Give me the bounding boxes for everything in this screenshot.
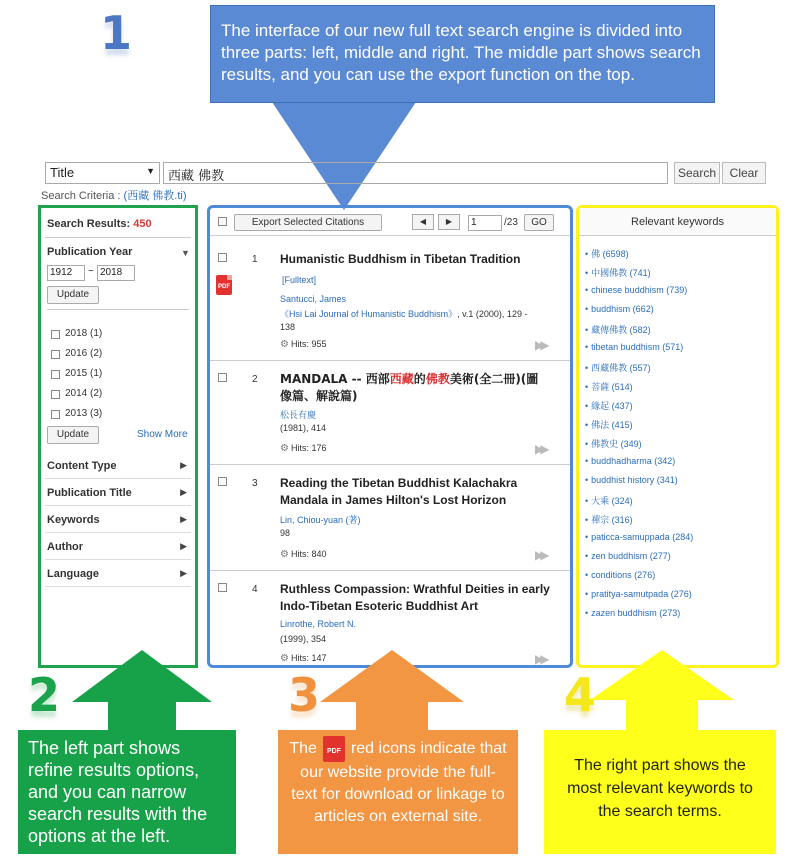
keyword-label: 佛法 (415) [591,420,633,430]
result-meta: (1981), 414 [280,423,327,433]
hits-icon: ⚙ [280,339,289,350]
bullet-icon: • [585,342,589,352]
keyword-item[interactable] [585,418,633,431]
keyword-item[interactable] [585,437,642,450]
facet-label: Publication Title [47,487,132,499]
chevron-right-icon: ▶ [180,460,187,470]
divider [47,309,189,310]
keyword-item[interactable] [585,361,651,374]
bullet-icon: • [585,456,589,466]
result-meta: (1999), 354 [280,634,327,644]
keyword-label: buddhism (662) [591,304,654,314]
result-number: 3 [252,478,258,489]
year-item: 2015 (1) [65,368,103,379]
keyword-label: 西藏佛教 (557) [591,363,651,373]
callout-left-arrow [72,650,212,702]
publication-year-title[interactable]: Publication Year [47,246,133,258]
keyword-item[interactable] [585,380,633,393]
year-from-input[interactable]: 1912 [47,265,85,281]
keywords-panel [576,205,779,668]
keyword-label: 佛 (6598) [591,249,629,259]
bullet-icon: • [585,382,589,392]
keyword-item[interactable] [585,532,693,542]
keyword-label: zen buddhism (277) [591,551,671,561]
bullet-icon: • [585,515,589,525]
year-item: 2016 (2) [65,348,103,359]
keyword-label: 藏傳佛教 (582) [591,325,651,335]
bullet-icon: • [585,439,589,449]
journal-link[interactable]: 《Hsi Lai Journal of Humanistic Buddhism》 [280,309,458,319]
year-checkbox[interactable] [51,330,60,339]
result-hits [280,549,327,560]
facet-content-type[interactable] [45,452,191,479]
keyword-label: 緣起 (437) [591,401,633,411]
results-toolbar [210,208,570,236]
chevron-right-icon: ▶ [180,514,187,524]
step-number-3: 3 [288,668,321,722]
bullet-icon: • [585,420,589,430]
keyword-item[interactable] [585,589,692,599]
chevron-down-icon: ▼ [146,166,155,176]
result-hits [280,339,327,350]
results-panel [207,205,573,668]
bullet-icon: • [585,496,589,506]
search-criteria-value[interactable]: (西藏 佛教.ti) [123,190,187,202]
chevron-right-icon: ▶ [180,541,187,551]
result-title[interactable]: Humanistic Buddhism in Tibetan Tradition [280,252,521,266]
fast-forward-icon[interactable]: ▶▶ [535,548,546,562]
keyword-label: conditions (276) [591,570,656,580]
hits-label: Hits: 176 [290,443,327,453]
fast-forward-icon[interactable]: ▶▶ [535,652,546,666]
divider [45,237,191,238]
facet-publication-title[interactable] [45,479,191,506]
facet-label: Language [47,568,99,580]
result-row [210,361,570,465]
hits-label: Hits: 147 [290,653,327,663]
result-title[interactable]: Reading the Tibetan Buddhist Kalachakra Mandala in James Hilton's Lost Horizon [280,476,518,507]
result-number: 1 [252,254,258,265]
callout-left: The left part shows refine results options, and you can narrow search results with the options at the left. [18,730,236,854]
bullet-icon: • [585,249,589,259]
search-field-value: Title [50,165,75,180]
keyword-label: pratitya-samutpada (276) [591,589,692,599]
result-author[interactable]: Lin, Chiou-yuan (著) [280,515,361,525]
bullet-icon: • [585,363,589,373]
callout-left-arrow-stem [108,701,176,731]
step-number-2: 2 [28,668,61,722]
search-results-count [47,218,152,230]
keyword-label: 佛教史 (349) [591,439,642,449]
facet-keywords[interactable] [45,506,191,533]
keyword-label: buddhadharma (342) [591,456,676,466]
result-checkbox[interactable] [218,373,227,382]
fast-forward-icon[interactable]: ▶▶ [535,442,546,456]
callout-top-arrow [272,102,416,210]
keyword-item[interactable] [585,551,671,561]
year-checkbox[interactable] [51,410,60,419]
result-author[interactable]: 松長有慶 [280,410,317,420]
callout-top: The interface of our new full text search engine is divided into three parts: left, middle and right. The middle part shows search results, and you can use the export function on the top. [210,5,715,103]
search-input[interactable]: 西藏 佛教 [163,162,668,184]
result-hits [280,443,327,454]
callout-right: The right part shows the most relevant keywords to the search terms. [544,730,776,854]
keyword-item[interactable] [585,475,678,485]
chevron-right-icon: ▶ [180,568,187,578]
keyword-label: zazen buddhism (273) [591,608,681,618]
hits-label: Hits: 840 [290,549,327,559]
callout-middle [278,730,518,854]
page-number-input[interactable]: 1 [468,215,502,231]
result-title[interactable]: Ruthless Compassion: Wrathful Deities in early Indo-Tibetan Esoteric Buddhist Art [280,582,550,613]
facet-update-button[interactable]: Update [47,426,99,444]
keyword-item[interactable] [585,608,680,618]
title-highlight: 佛教 [425,372,450,386]
search-button[interactable]: Search [674,162,720,184]
result-meta: 98 [280,528,291,538]
result-checkbox[interactable] [218,583,227,592]
keyword-item[interactable] [585,323,651,336]
search-bar [45,162,767,184]
facet-language[interactable] [45,560,191,587]
bullet-icon: • [585,551,589,561]
pdf-icon: PDF [323,736,345,762]
refine-panel [38,205,198,668]
year-range-separator: ~ [88,266,94,277]
result-row [210,237,570,361]
bullet-icon: • [585,268,589,278]
facet-author[interactable] [45,533,191,560]
results-count-value: 450 [133,218,152,230]
result-number: 2 [252,374,258,385]
facet-label: Author [47,541,84,553]
fulltext-link[interactable]: [Fulltext] [282,275,317,285]
result-checkbox[interactable] [218,253,227,262]
bullet-icon: • [585,325,589,335]
keyword-item[interactable] [585,494,633,507]
year-to-input[interactable]: 2018 [97,265,135,281]
result-meta-rest: , v.1 (2000), 129 - 138 [280,309,528,332]
fast-forward-icon[interactable]: ▶▶ [535,338,546,352]
bullet-icon: • [585,532,589,542]
callout-right-arrow [590,650,734,700]
next-page-icon[interactable]: ▶ [438,214,460,230]
keyword-item[interactable] [585,266,651,279]
bullet-icon: • [585,475,589,485]
callout-middle-prefix: The [289,740,317,758]
relevant-keywords-title: Relevant keywords [579,208,776,236]
prev-page-icon[interactable]: ◀ [412,214,434,230]
result-number: 4 [252,584,258,595]
title-part: MANDALA -- 西部 [280,372,390,386]
callout-middle-arrow-stem [356,701,428,731]
title-part: 美術(全二冊)(圖像篇、解說篇) [280,372,539,403]
keyword-label: 大乘 (324) [591,496,633,506]
hits-label: Hits: 955 [290,339,327,349]
callout-middle-suffix: red icons indicate that our website provide the full-text for download or linkage to articles on external site. [291,740,507,825]
year-item: 2014 (2) [65,388,103,399]
select-all-checkbox[interactable] [218,217,227,226]
result-checkbox[interactable] [218,477,227,486]
keyword-item[interactable] [585,285,687,295]
keyword-item[interactable] [585,399,633,412]
keyword-item[interactable] [585,247,629,260]
year-item: 2013 (3) [65,408,103,419]
year-checkbox[interactable] [51,390,60,399]
result-row [210,465,570,571]
bullet-icon: • [585,401,589,411]
bullet-icon: • [585,285,589,295]
keyword-item[interactable] [585,342,683,352]
export-citations-button[interactable]: Export Selected Citations [234,214,382,231]
bullet-icon: • [585,304,589,314]
bullet-icon: • [585,589,589,599]
hits-icon: ⚙ [280,443,289,454]
year-item: 2018 (1) [65,328,103,339]
keyword-item[interactable] [585,304,654,314]
search-results-label: Search Results: [47,218,131,230]
keyword-label: 禪宗 (316) [591,515,633,525]
search-criteria [41,187,187,203]
keyword-item[interactable] [585,456,675,466]
result-meta [280,308,540,334]
keyword-label: tibetan buddhism (571) [591,342,684,352]
keyword-item[interactable] [585,513,633,526]
facet-label: Keywords [47,514,100,526]
callout-middle-arrow [320,650,464,702]
step-number-4: 4 [564,668,597,722]
bullet-icon: • [585,608,589,618]
year-checkbox[interactable] [51,350,60,359]
result-title[interactable] [280,371,550,405]
search-criteria-label: Search Criteria : [41,190,121,202]
result-author[interactable]: Linrothe, Robert N. [280,619,357,629]
facet-label: Content Type [47,460,117,472]
chevron-down-icon[interactable]: ▼ [181,248,190,258]
keyword-item[interactable] [585,570,655,580]
hits-icon: ⚙ [280,549,289,560]
pdf-icon[interactable]: PDF [216,275,232,295]
go-button[interactable]: GO [524,214,554,231]
page-total: /23 [504,217,518,228]
title-part: 的 [413,372,426,386]
keyword-label: buddhist history (341) [591,475,678,485]
bullet-icon: • [585,570,589,580]
keyword-label: 中國佛教 (741) [591,268,651,278]
result-author[interactable]: Santucci, James [280,294,347,304]
step-number-1: 1 [100,6,133,60]
keyword-label: 菩薩 (514) [591,382,633,392]
callout-right-arrow-stem [626,699,698,731]
clear-button[interactable]: Clear [722,162,766,184]
search-field-select[interactable] [45,162,160,184]
show-more-link[interactable]: Show More [137,429,188,440]
year-update-button[interactable]: Update [47,286,99,304]
keyword-label: paticca-samuppada (284) [591,532,694,542]
keyword-label: chinese buddhism (739) [591,285,688,295]
chevron-right-icon: ▶ [180,487,187,497]
title-highlight: 西藏 [389,372,414,386]
year-checkbox[interactable] [51,370,60,379]
hits-icon: ⚙ [280,653,289,664]
